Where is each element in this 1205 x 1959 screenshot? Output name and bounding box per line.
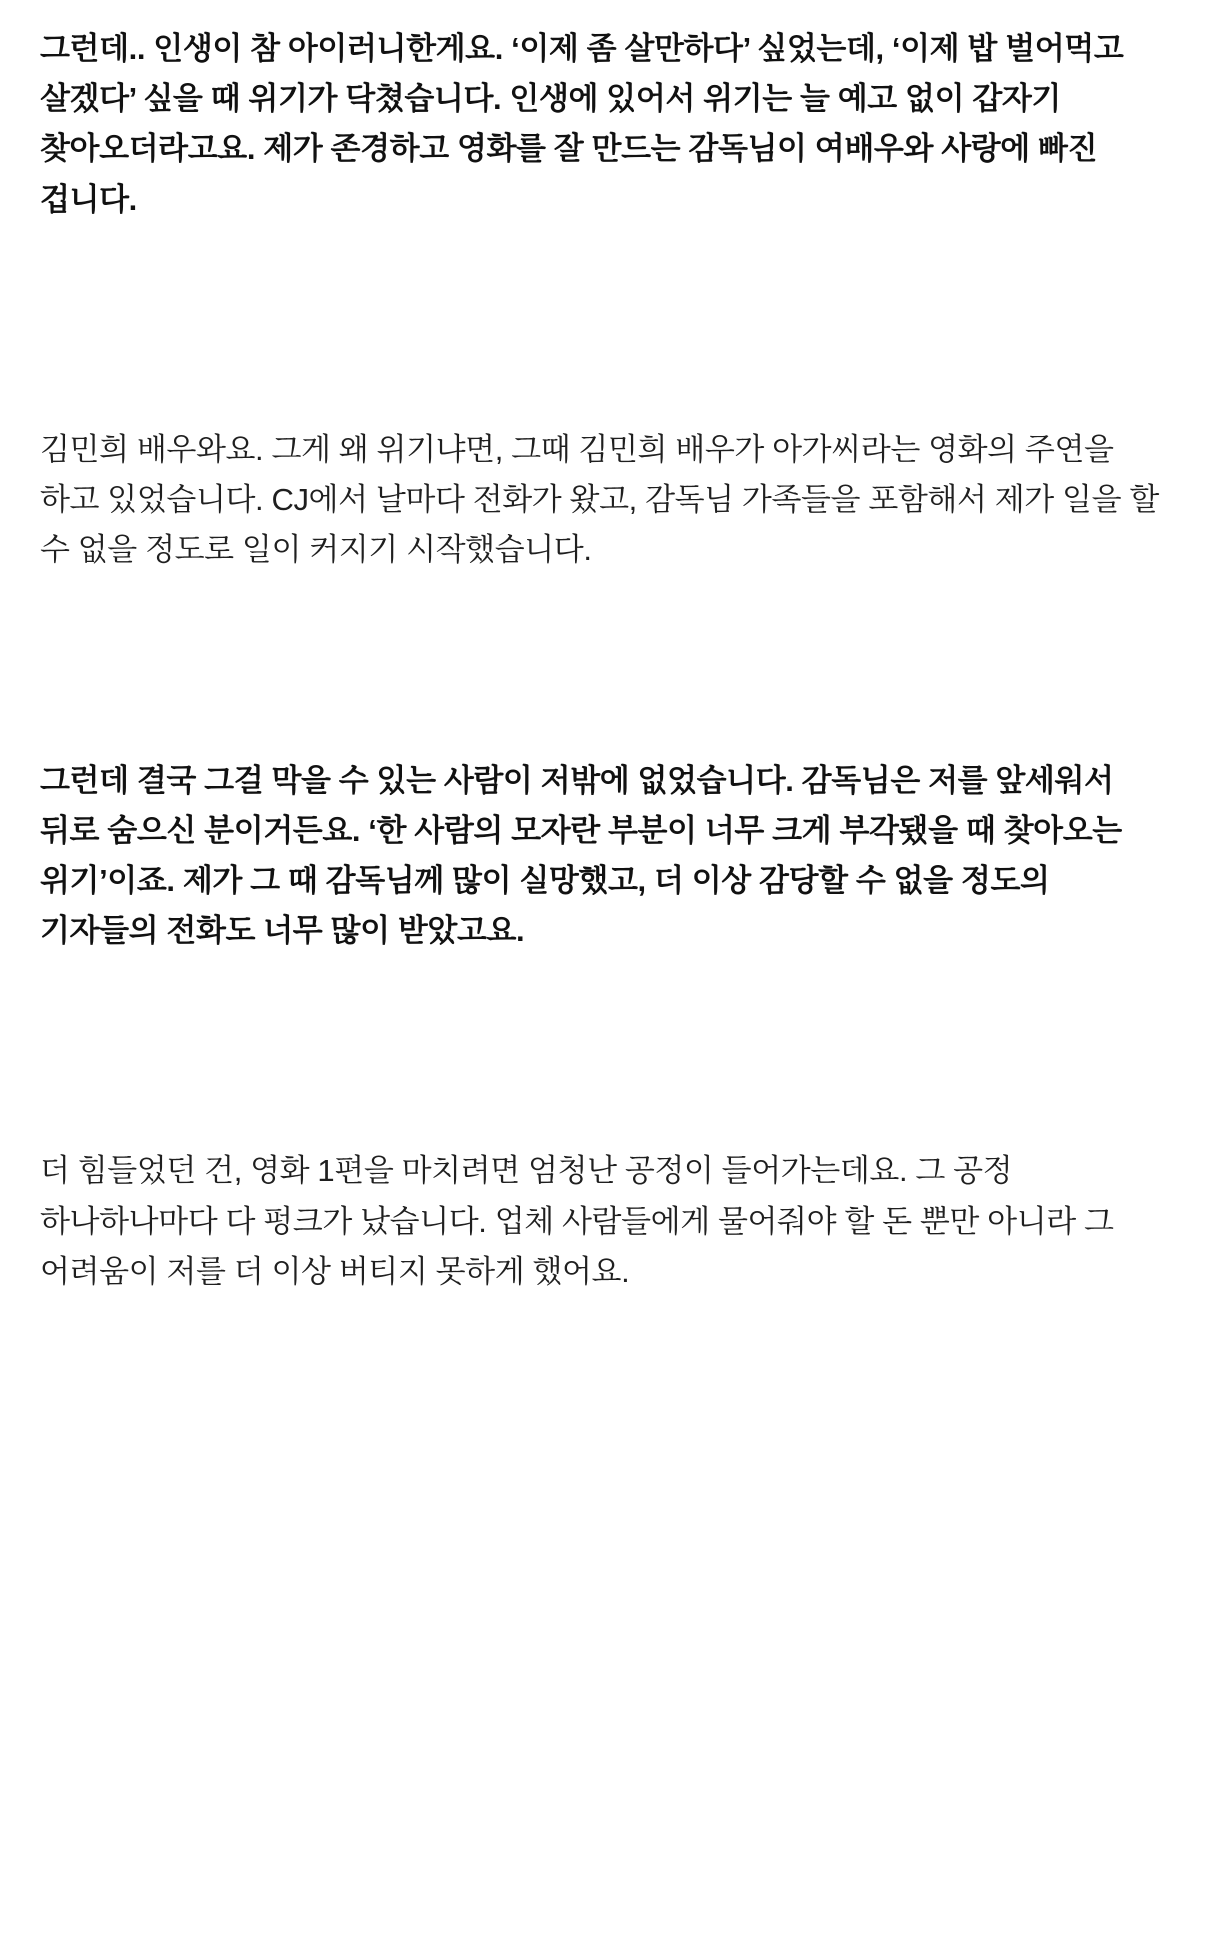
paragraph-spacer-3	[40, 956, 1161, 1146]
paragraph-spacer-2	[40, 576, 1161, 756]
paragraph-2: 김민희 배우와요. 그게 왜 위기냐면, 그때 김민희 배우가 아가씨라는 영화의 주연을 하고 있었습니다. CJ에서 날마다 전화가 왔고, 감독님 가족들을 포함해서 제가 일을 할 수 없을 정도로 일이 커지기 시작했습니다.	[40, 431, 1168, 568]
paragraph-4: 더 힘들었던 건, 영화 1편을 마치려면 엄청난 공정이 들어가는데요. 그 공정 하나하나마다 다 펑크가 났습니다. 업체 사람들에게 물어줘야 할 돈 뿐만 아니라 그 어려움이 저를 더 이상 버티지 못하게 했어요.	[40, 1153, 1122, 1289]
paragraph-3: 그런데 결국 그걸 막을 수 있는 사람이 저밖에 없었습니다. 감독님은 저를 앞세워서 뒤로 숨으신 분이거든요. ‘한 사람의 모자란 부분이 너무 크게 부각됐을 때 찾아오는 위기’이죠. 제가 그 때 감독님께 많이 실망했고, 더 이상 감당할 수 없을 정도의 기자들의 전화도 너무 많이 받았고요.	[40, 762, 1131, 949]
paragraph-spacer-1	[40, 225, 1161, 425]
paragraph-1: 그런데.. 인생이 참 아이러니한게요. ‘이제 좀 살만하다’ 싶었는데, ‘이제 밥 벌어먹고 살겠다’ 싶을 때 위기가 닥쳤습니다. 인생에 있어서 위기는 늘 예고 없이 갑자기 찾아오더라고요. 제가 존경하고 영화를 잘 만드는 감독님이 여배우와 사랑에 빠진 겁니다.	[40, 31, 1132, 217]
